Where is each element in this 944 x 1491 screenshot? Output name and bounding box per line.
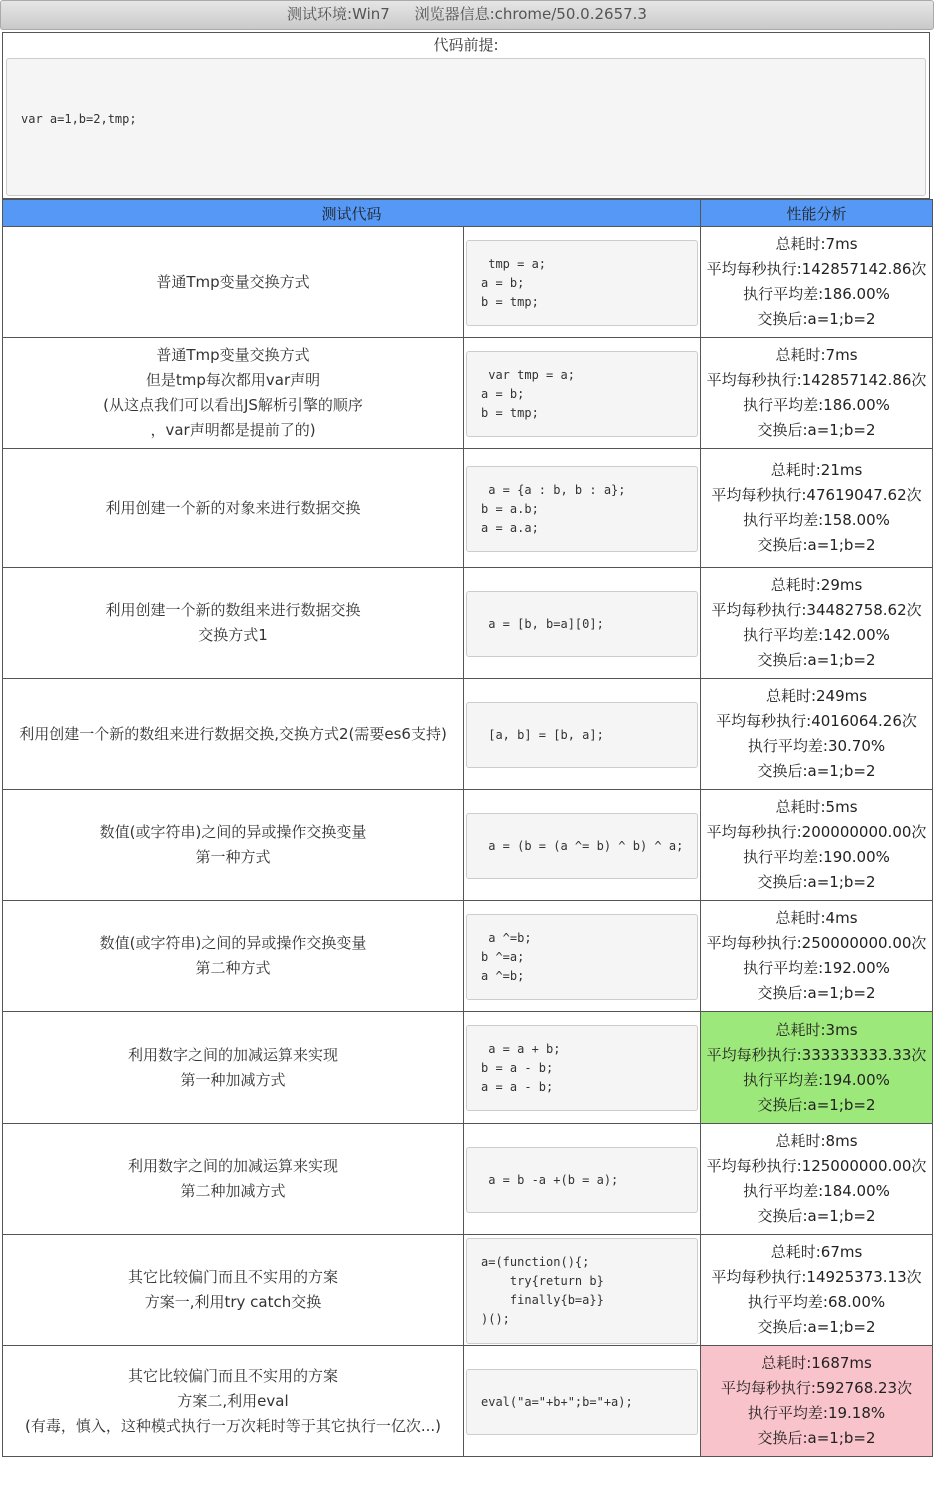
description-line: 普通Tmp变量交换方式 xyxy=(156,346,310,364)
test-code-cell xyxy=(464,227,701,338)
total-time: 总耗时:21ms xyxy=(770,461,863,479)
table-row xyxy=(3,1235,933,1346)
description-line: 其它比较偏门而且不实用的方案 xyxy=(127,1268,338,1286)
code-box xyxy=(466,1369,698,1435)
performance-cell xyxy=(701,1346,933,1457)
ops-per-second: 平均每秒执行:592768.23次 xyxy=(720,1379,913,1397)
test-code-cell xyxy=(464,901,701,1012)
average-deviation: 执行平均差:142.00% xyxy=(743,626,890,644)
average-deviation: 执行平均差:194.00% xyxy=(743,1070,890,1089)
swap-result: 交换后:a=1;b=2 xyxy=(757,1429,876,1447)
test-code-cell xyxy=(464,679,701,790)
swap-result: 交换后:a=1;b=2 xyxy=(757,873,876,891)
description-line: 普通Tmp变量交换方式 xyxy=(156,272,310,291)
ops-per-second: 平均每秒执行:200000000.00次 xyxy=(706,823,927,841)
code-box xyxy=(466,466,698,552)
test-description xyxy=(3,227,464,338)
code-snippet: tmp = a; a = b; b = tmp; xyxy=(481,256,547,309)
test-code-cell xyxy=(464,1235,701,1346)
test-description xyxy=(3,1235,464,1346)
description-line: 方案一,利用try catch交换 xyxy=(144,1293,322,1311)
swap-result: 交换后:a=1;b=2 xyxy=(757,762,876,780)
average-deviation: 执行平均差:192.00% xyxy=(743,959,890,977)
total-time: 总耗时:7ms xyxy=(775,235,858,253)
total-time: 总耗时:5ms xyxy=(775,798,858,816)
code-snippet: a = [b, b=a][0]; xyxy=(481,616,604,631)
code-box xyxy=(466,591,698,657)
average-deviation: 执行平均差:184.00% xyxy=(743,1182,890,1200)
performance-cell xyxy=(701,449,933,568)
precondition-code: var a=1,b=2,tmp; xyxy=(21,112,137,126)
table-header-row xyxy=(3,200,933,227)
table-row xyxy=(3,679,933,790)
performance-cell xyxy=(701,338,933,449)
performance-cell xyxy=(701,1235,933,1346)
code-box xyxy=(466,1147,698,1213)
benchmark-table xyxy=(2,199,933,1457)
description-line: 其它比较偏门而且不实用的方案 xyxy=(127,1366,338,1385)
ops-per-second: 平均每秒执行:125000000.00次 xyxy=(706,1157,927,1175)
description-line: 利用数字之间的加减运算来实现 xyxy=(127,1045,338,1064)
table-row xyxy=(3,1346,933,1457)
description-line: 数值(或字符串)之间的异或操作交换变量 xyxy=(99,823,367,841)
performance-cell xyxy=(701,790,933,901)
code-snippet: a=(function(){; try{return b} finally{b=a}} )(); xyxy=(481,1255,604,1326)
test-description xyxy=(3,790,464,901)
average-deviation: 执行平均差:68.00% xyxy=(747,1293,886,1311)
test-description xyxy=(3,449,464,568)
description-line: 第二种加减方式 xyxy=(180,1182,286,1200)
test-code-cell xyxy=(464,1124,701,1235)
description-line: (有毒，慎入，这种模式执行一万次耗时等于其它执行一亿次...) xyxy=(24,1416,441,1435)
description-line: 数值(或字符串)之间的异或操作交换变量 xyxy=(99,934,367,952)
performance-cell xyxy=(701,568,933,679)
table-row xyxy=(3,1124,933,1235)
code-box xyxy=(466,351,698,437)
ops-per-second: 平均每秒执行:333333333.33次 xyxy=(706,1045,927,1064)
test-code-cell xyxy=(464,1346,701,1457)
table-row xyxy=(3,790,933,901)
average-deviation: 执行平均差:158.00% xyxy=(743,511,890,529)
swap-result: 交换后:a=1;b=2 xyxy=(757,1095,876,1114)
precondition-code-box xyxy=(6,58,926,196)
performance-cell xyxy=(701,227,933,338)
performance-cell xyxy=(701,901,933,1012)
code-box xyxy=(466,1025,698,1111)
test-code-cell xyxy=(464,338,701,449)
average-deviation: 执行平均差:19.18% xyxy=(747,1404,886,1422)
header-performance: 性能分析 xyxy=(701,200,933,227)
description-line: 利用数字之间的加减运算来实现 xyxy=(127,1157,338,1175)
test-code-cell xyxy=(464,568,701,679)
table-row xyxy=(3,338,933,449)
table-row xyxy=(3,901,933,1012)
swap-result: 交换后:a=1;b=2 xyxy=(757,1318,876,1336)
ops-per-second: 平均每秒执行:34482758.62次 xyxy=(711,601,922,619)
test-description xyxy=(3,1346,464,1457)
test-description xyxy=(3,1012,464,1124)
test-description xyxy=(3,901,464,1012)
precondition-panel xyxy=(2,32,930,199)
code-box xyxy=(466,1238,698,1344)
total-time: 总耗时:67ms xyxy=(770,1243,863,1261)
average-deviation: 执行平均差:190.00% xyxy=(743,848,890,866)
description-line: 交换方式1 xyxy=(198,626,268,644)
test-code-cell xyxy=(464,790,701,901)
test-description xyxy=(3,568,464,679)
test-description xyxy=(3,1124,464,1235)
code-snippet: eval("a="+b+";b="+a); xyxy=(481,1394,633,1409)
swap-result: 交换后:a=1;b=2 xyxy=(757,984,876,1002)
total-time: 总耗时:8ms xyxy=(775,1132,858,1150)
swap-result: 交换后:a=1;b=2 xyxy=(757,1207,876,1225)
performance-cell xyxy=(701,679,933,790)
os-info: 测试环境:Win7 xyxy=(287,5,390,23)
ops-per-second: 平均每秒执行:47619047.62次 xyxy=(711,486,922,504)
ops-per-second: 平均每秒执行:4016064.26次 xyxy=(716,712,917,730)
description-line: 第一种方式 xyxy=(195,848,271,866)
total-time: 总耗时:7ms xyxy=(775,346,858,364)
browser-info: 浏览器信息:chrome/50.0.2657.3 xyxy=(414,5,647,23)
swap-result: 交换后:a=1;b=2 xyxy=(757,536,876,554)
table-row xyxy=(3,449,933,568)
total-time: 总耗时:1687ms xyxy=(761,1354,872,1372)
table-row xyxy=(3,1012,933,1124)
code-box xyxy=(466,240,698,326)
performance-cell xyxy=(701,1124,933,1235)
precondition-title: 代码前提: xyxy=(433,36,499,54)
description-line: ，var声明都是提前了的) xyxy=(150,421,316,439)
code-snippet: a = b -a +(b = a); xyxy=(481,1172,619,1187)
average-deviation: 执行平均差:186.00% xyxy=(743,285,890,303)
description-line: 第一种加减方式 xyxy=(180,1070,286,1089)
swap-result: 交换后:a=1;b=2 xyxy=(757,651,876,669)
code-box xyxy=(466,914,698,1000)
total-time: 总耗时:4ms xyxy=(775,909,858,927)
swap-result: 交换后:a=1;b=2 xyxy=(757,421,876,439)
test-description xyxy=(3,679,464,790)
ops-per-second: 平均每秒执行:142857142.86次 xyxy=(706,260,927,278)
code-snippet: a = (b = (a ^= b) ^ b) ^ a; xyxy=(481,838,684,853)
description-line: (从这点我们可以看出JS解析引擎的顺序 xyxy=(103,396,363,414)
table-row xyxy=(3,227,933,338)
test-code-cell xyxy=(464,449,701,568)
code-snippet: a = a + b; b = a - b; a = a - b; xyxy=(481,1041,561,1094)
average-deviation: 执行平均差:186.00% xyxy=(743,396,890,414)
description-line: 但是tmp每次都用var声明 xyxy=(145,371,321,389)
test-code-cell xyxy=(464,1012,701,1124)
description-line: 利用创建一个新的数组来进行数据交换,交换方式2(需要es6支持) xyxy=(19,724,447,743)
average-deviation: 执行平均差:30.70% xyxy=(747,737,886,755)
ops-per-second: 平均每秒执行:14925373.13次 xyxy=(711,1268,922,1286)
header-test-code: 测试代码 xyxy=(3,200,701,227)
table-row xyxy=(3,568,933,679)
code-snippet: a = {a : b, b : a}; b = a.b; a = a.a; xyxy=(481,482,626,535)
code-snippet: a ^=b; b ^=a; a ^=b; xyxy=(481,930,532,983)
description-line: 利用创建一个新的数组来进行数据交换 xyxy=(105,601,361,619)
test-environment-bar xyxy=(0,0,934,30)
description-line: 利用创建一个新的对象来进行数据交换 xyxy=(105,498,361,517)
code-box xyxy=(466,702,698,768)
ops-per-second: 平均每秒执行:250000000.00次 xyxy=(706,934,927,952)
code-snippet: [a, b] = [b, a]; xyxy=(481,727,604,742)
total-time: 总耗时:29ms xyxy=(770,576,863,594)
test-description xyxy=(3,338,464,449)
swap-result: 交换后:a=1;b=2 xyxy=(757,310,876,328)
description-line: 第二种方式 xyxy=(195,959,271,977)
code-snippet: var tmp = a; a = b; b = tmp; xyxy=(481,367,575,420)
ops-per-second: 平均每秒执行:142857142.86次 xyxy=(706,371,927,389)
code-box xyxy=(466,813,698,879)
total-time: 总耗时:249ms xyxy=(765,687,868,705)
performance-cell xyxy=(701,1012,933,1124)
description-line: 方案二,利用eval xyxy=(177,1391,289,1410)
total-time: 总耗时:3ms xyxy=(775,1020,858,1039)
